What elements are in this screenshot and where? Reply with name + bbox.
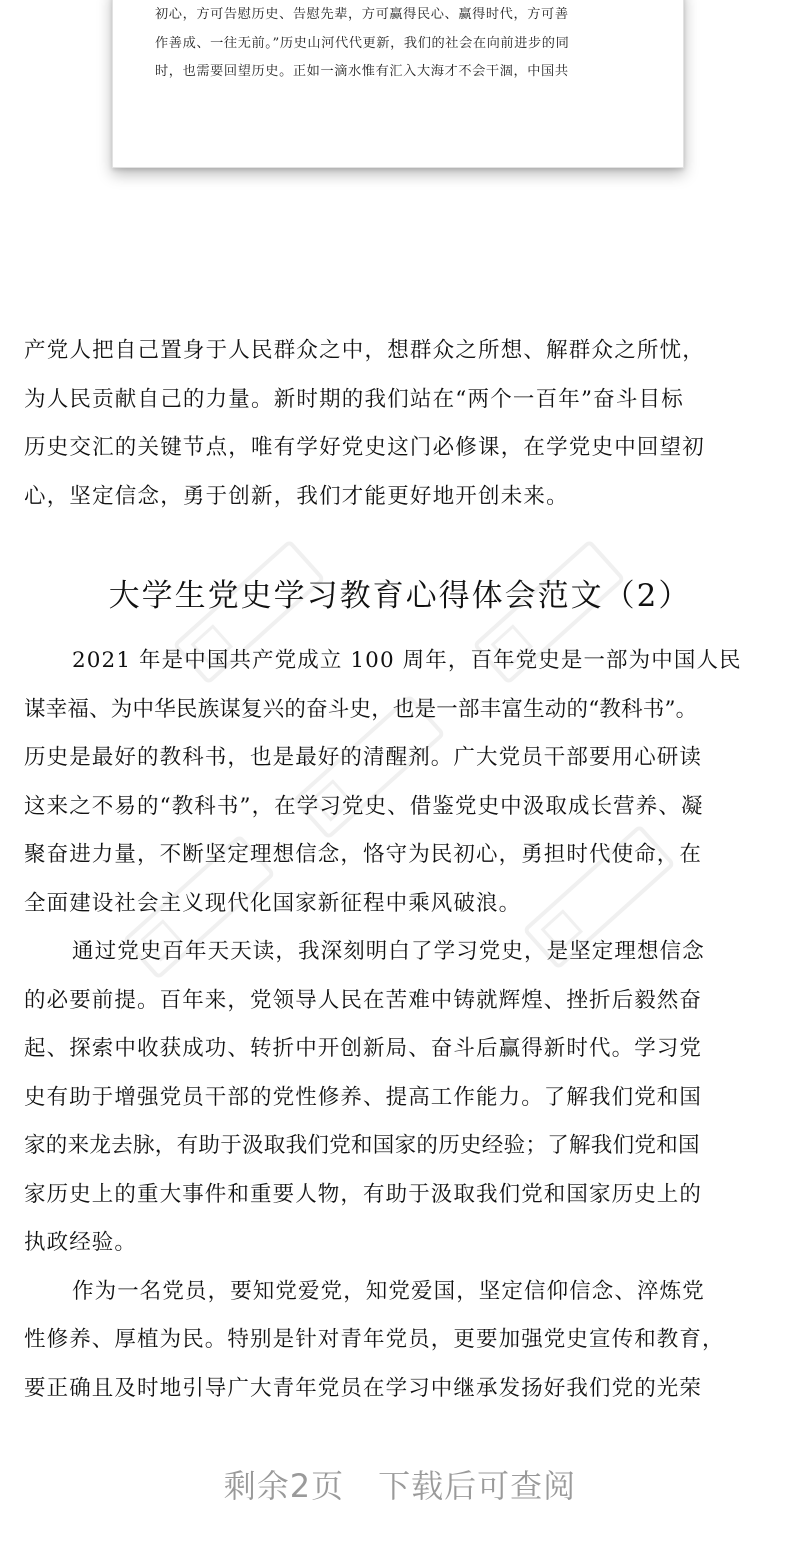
download-label: 下载后可查阅 [378, 1467, 577, 1505]
paragraph-line: 史有助于增强党员干部的党性修养、提高工作能力。了解我们党和国 [24, 1084, 703, 1110]
preview-text [155, 1, 643, 87]
paragraph-line: 为人民贡献自己的力量。新时期的我们站在“两个一百年”奋斗目标 [24, 386, 684, 412]
preview-line: 作善成、一往无前。”历史山河代代更新，我们的社会在向前进步的同 [155, 35, 570, 51]
paragraph-line: 全面建设社会主义现代化国家新征程中乘风破浪。 [24, 890, 522, 916]
paragraph-line: 谋幸福、为中华民族谋复兴的奋斗史，也是一部丰富生动的“教科书”。 [24, 696, 698, 722]
preview-line: 初心，方可告慰历史、告慰先辈，方可赢得民心、赢得时代，方可善 [155, 7, 569, 22]
paragraph-line: 起、探索中收获成功、转折中开创新局、奋斗后赢得新时代。学习党 [24, 1036, 703, 1061]
continuation-paragraph [24, 327, 784, 521]
paragraph-line: 聚奋进力量，不断坚定理想信念，恪守为民初心，勇担时代使命，在 [24, 842, 703, 867]
section-title: 大学生党史学习教育心得体会范文（2） [108, 578, 692, 614]
paragraph-line: 产党人把自己置身于人民群众之中，想群众之所想、解群众之所忧， [24, 338, 706, 363]
paragraph-line: 这来之不易的“教科书”，在学习党史、借鉴党史中汲取成长营养、凝 [24, 793, 704, 819]
preview-line: 时，也需要回望历史。正如一滴水惟有汇入大海才不会干涸，中国共 [155, 64, 569, 79]
remaining-pages-label: 剩余2页 [223, 1467, 345, 1505]
paragraph-line: 家的来龙去脉，有助于汲取我们党和国家的历史经验；了解我们党和国 [24, 1133, 700, 1158]
page-preview-card [112, 0, 684, 168]
paragraph-line: 的必要前提。百年来，党领导人民在苦难中铸就辉煌、挫折后毅然奋 [24, 987, 703, 1013]
paragraph-line: 作为一名党员，要知党爱党，知党爱国，坚定信仰信念、淬炼党 [72, 1278, 705, 1304]
paragraph-line: 家历史上的重大事件和重要人物，有助于汲取我们党和国家历史上的 [24, 1181, 703, 1207]
paragraph-line: 2021 年是中国共产党成立 100 周年，百年党史是一部为中国人民 [72, 648, 742, 673]
paragraph-line: 通过党史百年天天读，我深刻明白了学习党史，是坚定理想信念 [72, 939, 705, 964]
download-prompt-button[interactable] [0, 1456, 800, 1516]
paragraph-line: 要正确且及时地引导广大青年党员在学习中继承发扬好我们党的光荣 [24, 1375, 703, 1401]
paragraph-line: 历史是最好的教科书，也是最好的清醒剂。广大党员干部要用心研读 [24, 745, 703, 770]
paragraph-line: 心，坚定信念，勇于创新，我们才能更好地开创未来。 [24, 483, 569, 509]
essay-body [24, 637, 784, 1413]
paragraph-line: 性修养、厚植为民。特别是针对青年党员，更要加强党史宣传和教育， [24, 1327, 725, 1352]
paragraph-line: 执政经验。 [24, 1230, 138, 1255]
paragraph-line: 历史交汇的关键节点，唯有学好党史这门必修课，在学党史中回望初 [24, 435, 706, 460]
